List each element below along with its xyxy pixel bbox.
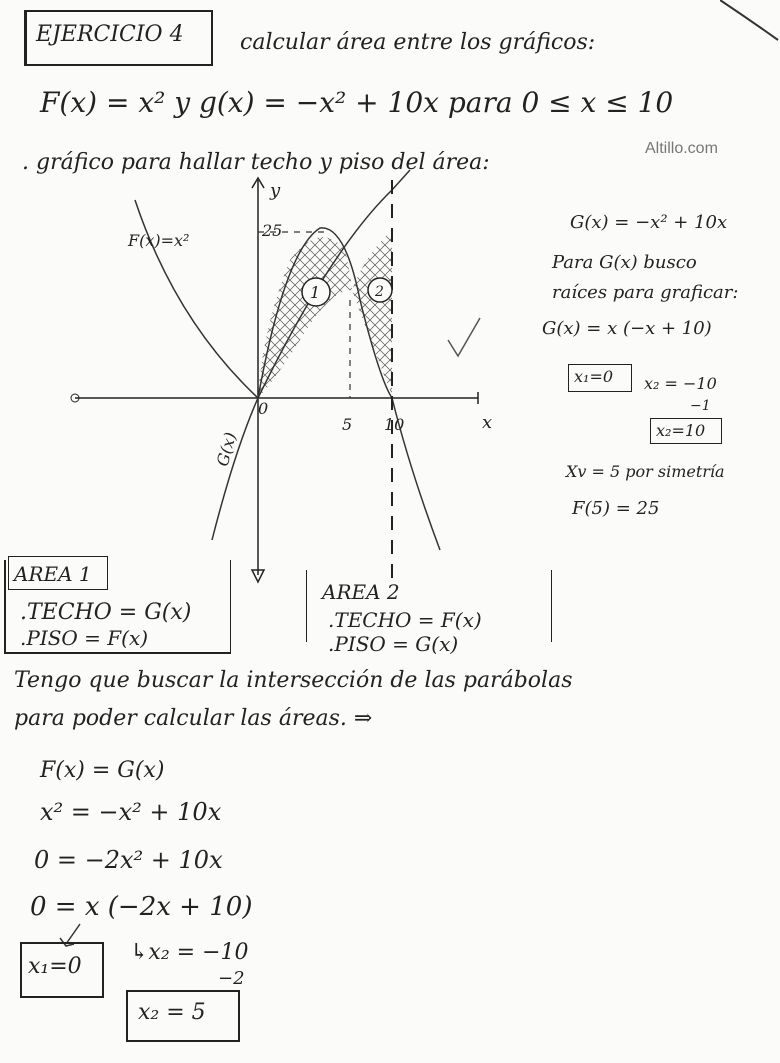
watermark: Altillo.com xyxy=(645,140,718,157)
area2-piso: .PISO = G(x) xyxy=(328,632,459,656)
roots-note-2: raíces para graficar: xyxy=(552,282,739,303)
x2-root: x₂=10 xyxy=(656,421,706,440)
x-axis-label: x xyxy=(482,412,493,433)
f5-value: F(5) = 25 xyxy=(572,498,660,519)
area1-title: AREA 1 xyxy=(14,562,92,586)
work-x2: x₂ = 5 xyxy=(138,1000,206,1025)
tick-10-label: 10 xyxy=(384,415,405,434)
equation-3: 0 = −2x² + 10x xyxy=(34,846,223,874)
area1-piso: .PISO = F(x) xyxy=(20,626,149,650)
region-1-hatch xyxy=(258,237,352,398)
equation-1: F(x) = G(x) xyxy=(40,758,165,783)
f-function-label: F(x)=x² xyxy=(128,231,190,250)
x1-root: x₁=0 xyxy=(574,367,614,386)
equation-2: x² = −x² + 10x xyxy=(40,798,222,826)
functions-line: F(x) = x² y g(x) = −x² + 10x para 0 ≤ x ≤ 10 xyxy=(40,86,674,119)
x2-denominator: −1 xyxy=(690,398,711,414)
y-axis-label: y xyxy=(270,180,281,201)
tick-25-label: 25 xyxy=(262,221,283,240)
tick-5-label: 5 xyxy=(342,415,353,434)
vertex-note: Xv = 5 por simetría xyxy=(566,462,725,481)
g-factored: G(x) = x (−x + 10) xyxy=(542,318,712,339)
region-2-label: 2 xyxy=(375,284,384,300)
g-function-label: G(x) xyxy=(212,430,240,469)
instruction-text: calcular área entre los gráficos: xyxy=(240,30,596,55)
intersection-line-1: Tengo que buscar la intersección de las parábolas xyxy=(14,668,573,693)
region-2-hatch xyxy=(352,230,392,395)
graph-note: . gráfico para hallar techo y piso del área: xyxy=(22,150,490,175)
exercise-label: EJERCICIO 4 xyxy=(36,22,184,47)
area2-techo: .TECHO = F(x) xyxy=(328,608,482,632)
check-mark xyxy=(448,318,480,356)
tick-0-label: 0 xyxy=(258,399,269,418)
region-1-label: 1 xyxy=(310,283,321,302)
x2-numerator: x₂ = −10 xyxy=(644,374,717,393)
work-x2-denominator: −2 xyxy=(218,968,245,989)
area2-title: AREA 2 xyxy=(322,580,400,604)
area1-techo: .TECHO = G(x) xyxy=(20,600,192,625)
work-x2-numerator: ↳x₂ = −10 xyxy=(130,940,249,965)
g-definition: G(x) = −x² + 10x xyxy=(570,212,728,233)
work-x1: x₁=0 xyxy=(28,954,82,979)
intersection-line-2: para poder calcular las áreas. ⇒ xyxy=(14,706,373,731)
roots-note-1: Para G(x) busco xyxy=(552,252,697,273)
equation-4: 0 = x (−2x + 10) xyxy=(30,892,253,922)
